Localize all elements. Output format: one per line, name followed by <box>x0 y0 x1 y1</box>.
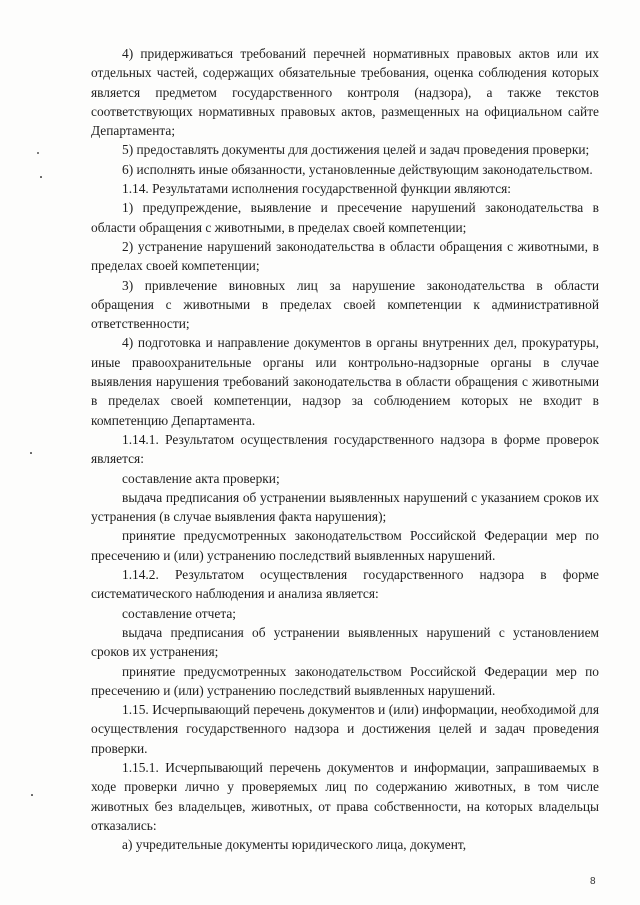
paragraph-section-1-15-1: 1.15.1. Исчерпывающий перечень документов и информации, запрашиваемых в ходе проверки лично у проверяемых лиц по содержанию животных, в том числе животных без владельцев, животных, от права собственности, на которых владельцы отказались: <box>91 759 599 833</box>
paragraph-duty-5: 5) предоставлять документы для достижения целей и задач проведения проверки; <box>122 142 590 158</box>
paragraph-duty-4: 4) придерживаться требований перечней нормативных правовых актов или их отдельных частей, содержащих обязательные требования, оценка соблюдения которых является предметом государственного контроля (надзора), а также текстов соответствующих нормативных правовых актов, размещенных на официальном сайте Департамента; <box>91 46 599 139</box>
paragraph-observation-order: выдача предписания об устранении выявленных нарушений с установлением сроков их устранения; <box>91 624 599 660</box>
paragraph-inspection-act: составление акта проверки; <box>122 470 280 486</box>
paragraph-observation-report: составление отчета; <box>122 605 236 621</box>
paragraph-inspection-order: выдача предписания об устранении выявленных нарушений с указанием сроков их устранения (в случае выявления факта нарушения); <box>91 489 599 525</box>
scan-speck <box>31 794 33 796</box>
paragraph-result-1: 1) предупреждение, выявление и пресечение нарушений законодательства в области обращения с животными, в пределах своей компетенции; <box>91 200 599 235</box>
scan-speck <box>37 152 39 154</box>
paragraph-result-3: 3) привлечение виновных лиц за нарушение законодательства в области обращения с животными в пределах своей компетенции к административной ответственности; <box>91 277 599 332</box>
paragraph-section-1-14: 1.14. Результатами исполнения государственной функции являются: <box>122 181 512 197</box>
paragraph-result-4: 4) подготовка и направление документов в органы внутренних дел, прокуратуры, иные правоохранительные органы или контрольно-надзорные органы в случае выявления нарушения требований законодательства в области обращения с животными в пределах своей компетенции, надзор за соблюдением которых не входит в компетенцию Департамента. <box>91 335 599 428</box>
page-number: 8 <box>590 876 596 887</box>
paragraph-section-1-15: 1.15. Исчерпывающий перечень документов и (или) информации, необходимой для осуществления государственного надзора и достижения целей и задач проведения проверки. <box>91 702 599 756</box>
paragraph-duty-6: 6) исполнять иные обязанности, установленные действующим законодательством. <box>122 161 593 177</box>
paragraph-result-2: 2) устранение нарушений законодательства в области обращения с животными, в пределах своей компетенции; <box>91 238 599 274</box>
scan-speck <box>40 176 42 178</box>
paragraph-observation-measures: принятие предусмотренных законодательством Российской Федерации мер по пресечению и (или) устранению последствий выявленных нарушений. <box>91 663 599 698</box>
body-text <box>91 44 599 854</box>
scan-speck <box>30 452 32 454</box>
paragraph-inspection-measures: принятие предусмотренных законодательством Российской Федерации мер по пресечению и (или) устранению последствий выявленных нарушений. <box>91 528 599 563</box>
paragraph-item-a: а) учредительные документы юридического лица, документ, <box>122 837 467 853</box>
paragraph-section-1-14-1: 1.14.1. Результатом осуществления государственного надзора в форме проверок является: <box>91 431 599 467</box>
paragraph-section-1-14-2: 1.14.2. Результатом осуществления государственного надзора в форме систематического наблюдения и анализа является: <box>91 567 599 602</box>
